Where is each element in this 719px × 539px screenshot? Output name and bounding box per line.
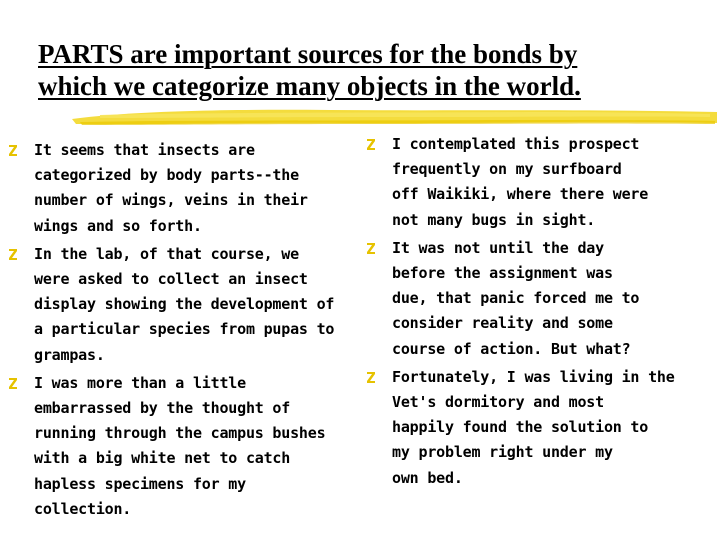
- bullet-item: [366, 132, 696, 233]
- z-bullet-icon: [366, 371, 376, 384]
- bullet-text: Fortunately, I was living in the Vet's dormitory and most happily found the solution to my problem right under my own bed.: [392, 367, 675, 487]
- z-bullet-icon: [366, 242, 376, 255]
- bullet-text: It seems that insects are categorized by body parts--the number of wings, veins in their wings and so forth.: [34, 141, 308, 235]
- bullet-item: [8, 371, 338, 522]
- title-line-2: which we categorize many objects in the world.: [38, 71, 581, 101]
- right-column: [366, 132, 696, 494]
- bullet-item: [366, 365, 696, 491]
- bullet-item: [8, 242, 338, 368]
- z-bullet-icon: [366, 138, 376, 151]
- z-bullet-icon: [8, 248, 18, 261]
- slide-title: [38, 38, 678, 102]
- bullet-item: [366, 236, 696, 362]
- bullet-item: [8, 138, 338, 239]
- bullet-text: It was not until the day before the assignment was due, that panic forced me to consider reality and some course of action. But what?: [392, 238, 640, 358]
- left-column: [8, 138, 338, 525]
- brush-stroke-decoration: [70, 103, 719, 131]
- bullet-text: I was more than a little embarrassed by the thought of running through the campus bushes with a big white net to catch hapless specimens for my collection.: [34, 373, 326, 518]
- bullet-text: In the lab, of that course, we were asked to collect an insect display showing the development of a particular species from pupas to grampas.: [34, 244, 335, 364]
- z-bullet-icon: [8, 377, 18, 390]
- bullet-text: I contemplated this prospect frequently on my surfboard off Waikiki, where there were not many bugs in sight.: [392, 135, 649, 229]
- title-line-1: PARTS are important sources for the bonds by: [38, 39, 578, 69]
- z-bullet-icon: [8, 144, 18, 157]
